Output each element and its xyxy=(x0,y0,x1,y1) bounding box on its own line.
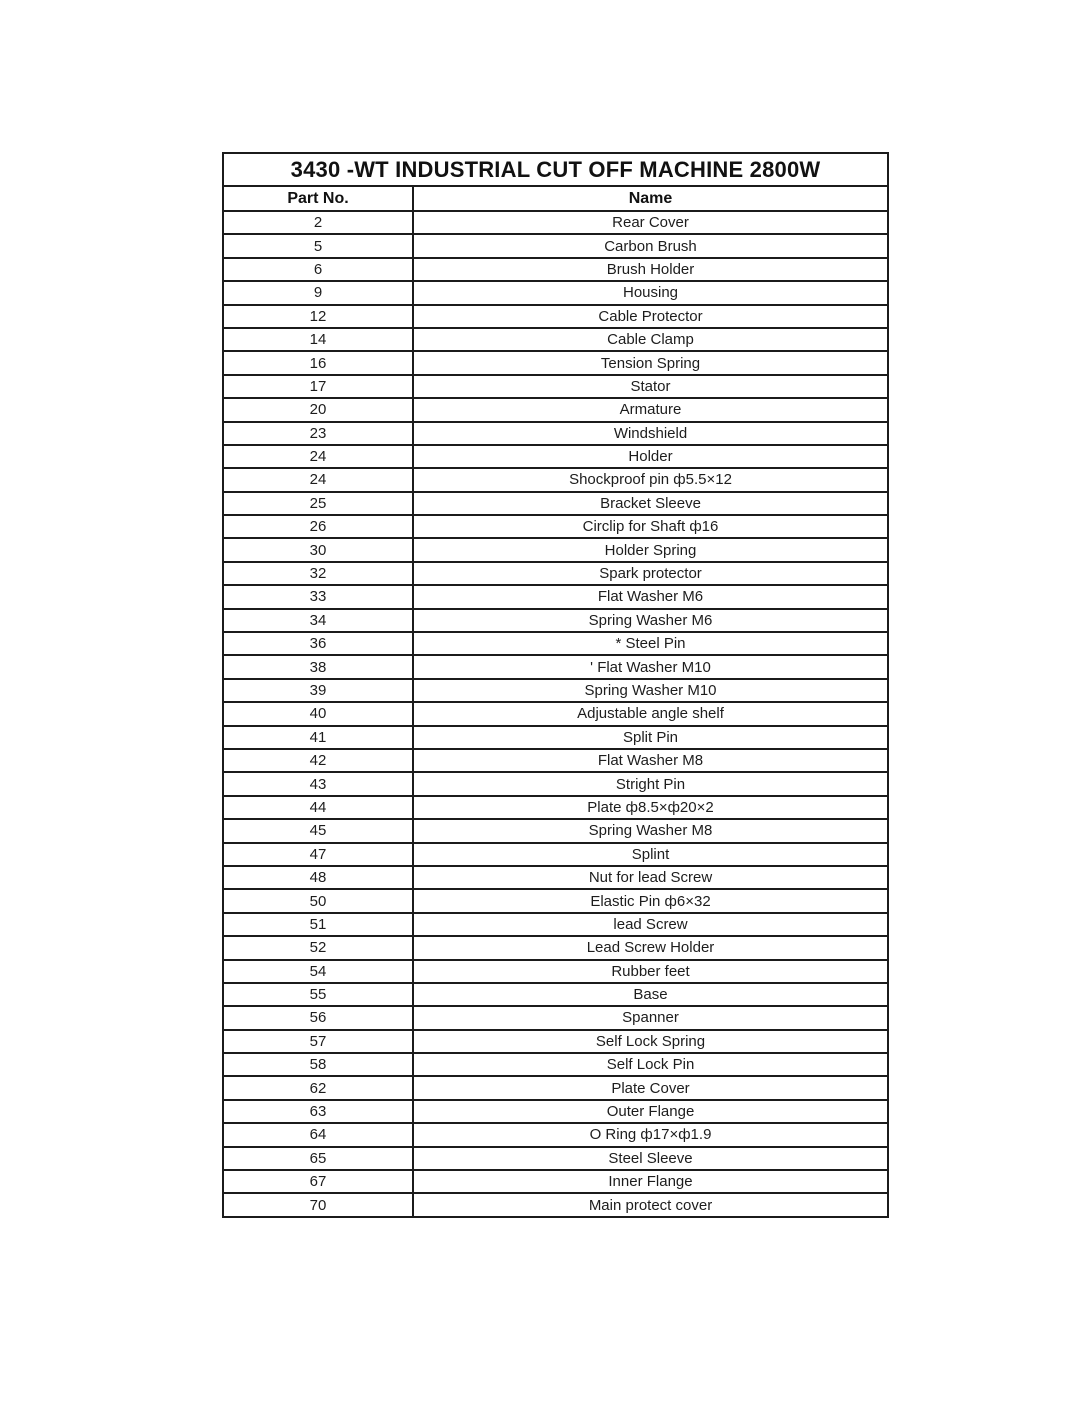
part-name-cell: Armature xyxy=(413,398,888,421)
table-row xyxy=(223,1193,888,1216)
part-no-cell: 9 xyxy=(223,281,413,304)
part-name-cell: Steel Sleeve xyxy=(413,1147,888,1170)
table-row xyxy=(223,258,888,281)
part-name-cell: Brush Holder xyxy=(413,258,888,281)
table-row xyxy=(223,375,888,398)
part-no-cell: 34 xyxy=(223,609,413,632)
table-row xyxy=(223,1006,888,1029)
table-row xyxy=(223,1170,888,1193)
part-name-cell: Holder Spring xyxy=(413,538,888,561)
part-no-cell: 25 xyxy=(223,492,413,515)
table-row xyxy=(223,866,888,889)
part-no-cell: 45 xyxy=(223,819,413,842)
table-row xyxy=(223,445,888,468)
part-name-cell: Carbon Brush xyxy=(413,234,888,257)
part-name-cell: Spring Washer M6 xyxy=(413,609,888,632)
part-name-cell: ' Flat Washer M10 xyxy=(413,655,888,678)
part-no-cell: 39 xyxy=(223,679,413,702)
part-no-cell: 51 xyxy=(223,913,413,936)
header-row xyxy=(223,186,888,211)
part-no-cell: 43 xyxy=(223,772,413,795)
table-row xyxy=(223,351,888,374)
table-row xyxy=(223,281,888,304)
part-no-cell: 54 xyxy=(223,960,413,983)
part-no-cell: 16 xyxy=(223,351,413,374)
part-name-cell: Nut for lead Screw xyxy=(413,866,888,889)
part-no-cell: 55 xyxy=(223,983,413,1006)
part-no-cell: 57 xyxy=(223,1030,413,1053)
part-name-cell: Spring Washer M10 xyxy=(413,679,888,702)
part-name-cell: Cable Clamp xyxy=(413,328,888,351)
table-row xyxy=(223,1147,888,1170)
table-row xyxy=(223,562,888,585)
part-name-cell: Stator xyxy=(413,375,888,398)
title-row xyxy=(223,153,888,186)
part-no-cell: 64 xyxy=(223,1123,413,1146)
part-no-cell: 30 xyxy=(223,538,413,561)
table-row xyxy=(223,492,888,515)
part-no-cell: 56 xyxy=(223,1006,413,1029)
part-no-cell: 47 xyxy=(223,843,413,866)
part-no-cell: 5 xyxy=(223,234,413,257)
part-no-cell: 40 xyxy=(223,702,413,725)
part-name-cell: Spanner xyxy=(413,1006,888,1029)
part-no-cell: 17 xyxy=(223,375,413,398)
part-name-cell: lead Screw xyxy=(413,913,888,936)
table-row xyxy=(223,749,888,772)
part-no-cell: 32 xyxy=(223,562,413,585)
part-no-cell: 65 xyxy=(223,1147,413,1170)
table-row xyxy=(223,585,888,608)
table-row xyxy=(223,538,888,561)
part-no-cell: 2 xyxy=(223,211,413,234)
part-no-cell: 42 xyxy=(223,749,413,772)
table-row xyxy=(223,515,888,538)
part-no-cell: 70 xyxy=(223,1193,413,1216)
part-no-cell: 14 xyxy=(223,328,413,351)
table-row xyxy=(223,655,888,678)
part-no-cell: 44 xyxy=(223,796,413,819)
part-name-cell: Outer Flange xyxy=(413,1100,888,1123)
part-no-cell: 24 xyxy=(223,468,413,491)
part-no-cell: 62 xyxy=(223,1076,413,1099)
table-row xyxy=(223,632,888,655)
parts-table xyxy=(222,152,889,1218)
part-name-cell: Stright Pin xyxy=(413,772,888,795)
part-no-cell: 24 xyxy=(223,445,413,468)
part-no-cell: 41 xyxy=(223,726,413,749)
part-name-cell: Tension Spring xyxy=(413,351,888,374)
table-row xyxy=(223,305,888,328)
part-name-cell: Self Lock Pin xyxy=(413,1053,888,1076)
part-name-cell: Split Pin xyxy=(413,726,888,749)
part-no-cell: 50 xyxy=(223,889,413,912)
part-name-cell: Self Lock Spring xyxy=(413,1030,888,1053)
part-name-cell: Bracket Sleeve xyxy=(413,492,888,515)
table-row xyxy=(223,398,888,421)
table-row xyxy=(223,960,888,983)
table-row xyxy=(223,843,888,866)
table-title: 3430 -WT INDUSTRIAL CUT OFF MACHINE 2800W xyxy=(223,153,888,186)
table-row xyxy=(223,913,888,936)
part-no-cell: 6 xyxy=(223,258,413,281)
part-name-cell: Rear Cover xyxy=(413,211,888,234)
table-row xyxy=(223,983,888,1006)
table-row xyxy=(223,819,888,842)
part-name-cell: Elastic Pin ф6×32 xyxy=(413,889,888,912)
part-no-cell: 38 xyxy=(223,655,413,678)
table-row xyxy=(223,936,888,959)
part-no-cell: 36 xyxy=(223,632,413,655)
part-name-cell: Rubber feet xyxy=(413,960,888,983)
table-row xyxy=(223,1030,888,1053)
table-body xyxy=(223,211,888,1217)
part-name-cell: Adjustable angle shelf xyxy=(413,702,888,725)
part-no-cell: 33 xyxy=(223,585,413,608)
table-row xyxy=(223,468,888,491)
table-row xyxy=(223,1053,888,1076)
part-name-cell: Main protect cover xyxy=(413,1193,888,1216)
table-row xyxy=(223,234,888,257)
part-name-cell: Base xyxy=(413,983,888,1006)
part-name-cell: Lead Screw Holder xyxy=(413,936,888,959)
part-name-cell: Splint xyxy=(413,843,888,866)
part-no-cell: 52 xyxy=(223,936,413,959)
part-name-cell: Spring Washer M8 xyxy=(413,819,888,842)
table-row xyxy=(223,796,888,819)
part-name-cell: Cable Protector xyxy=(413,305,888,328)
table-row xyxy=(223,889,888,912)
table-row xyxy=(223,328,888,351)
part-no-cell: 23 xyxy=(223,422,413,445)
part-no-cell: 58 xyxy=(223,1053,413,1076)
column-header-name: Name xyxy=(413,186,888,211)
part-no-cell: 67 xyxy=(223,1170,413,1193)
part-name-cell: Inner Flange xyxy=(413,1170,888,1193)
part-name-cell: Housing xyxy=(413,281,888,304)
table-row xyxy=(223,1100,888,1123)
table-row xyxy=(223,1076,888,1099)
part-name-cell: Shockproof pin ф5.5×12 xyxy=(413,468,888,491)
table-row xyxy=(223,1123,888,1146)
part-no-cell: 12 xyxy=(223,305,413,328)
table-row xyxy=(223,422,888,445)
column-header-part-no: Part No. xyxy=(223,186,413,211)
table-row xyxy=(223,772,888,795)
table-row xyxy=(223,726,888,749)
table-row xyxy=(223,679,888,702)
part-name-cell: Flat Washer M6 xyxy=(413,585,888,608)
part-no-cell: 26 xyxy=(223,515,413,538)
table-row xyxy=(223,609,888,632)
part-name-cell: Plate Cover xyxy=(413,1076,888,1099)
part-name-cell: Plate ф8.5×ф20×2 xyxy=(413,796,888,819)
part-name-cell: * Steel Pin xyxy=(413,632,888,655)
part-name-cell: Circlip for Shaft ф16 xyxy=(413,515,888,538)
part-no-cell: 48 xyxy=(223,866,413,889)
part-name-cell: Flat Washer M8 xyxy=(413,749,888,772)
table-row xyxy=(223,211,888,234)
part-no-cell: 20 xyxy=(223,398,413,421)
part-name-cell: O Ring ф17×ф1.9 xyxy=(413,1123,888,1146)
part-name-cell: Windshield xyxy=(413,422,888,445)
part-no-cell: 63 xyxy=(223,1100,413,1123)
part-name-cell: Holder xyxy=(413,445,888,468)
parts-list-table xyxy=(222,152,889,1218)
part-name-cell: Spark protector xyxy=(413,562,888,585)
table-row xyxy=(223,702,888,725)
